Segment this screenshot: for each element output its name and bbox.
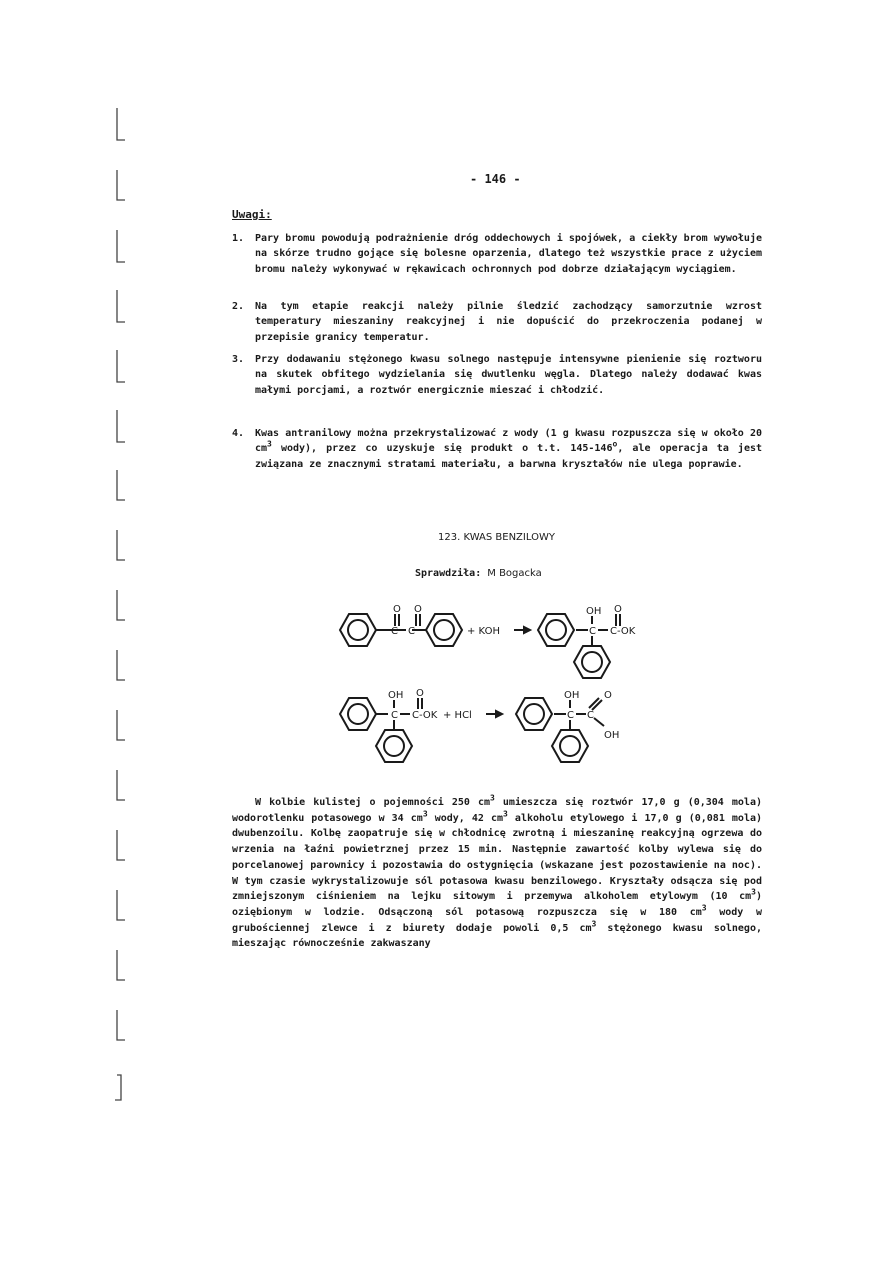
- notes-heading: Uwagi:: [232, 208, 272, 221]
- note-text: Pary bromu powodują podrażnienie dróg oddechowych i spojówek, a ciekły brom wywołuje na skórze trudno gojące się bolesne oparzenia, dlatego też wszystkie prace z użyciem bromu należy wykonywać w rękawicach ochronnych pod dobrze działającym wyciągiem.: [255, 233, 762, 275]
- checked-by: [415, 568, 542, 579]
- benzene-ring: [376, 730, 412, 762]
- note-text: Kwas antranilowy można przekrystalizować z wody (1 g kwasu rozpuszcza się w około 20 $cm^3$ wody), przez co uzyskuje się produkt o t.t. 145-146$^o$, ale operacja ta jest związana ze znacznymi stratami materiału, a barwna kryształów nie ulega poprawie.: [255, 428, 762, 470]
- atom-label: C: [587, 710, 594, 721]
- atom-label: C: [391, 710, 398, 721]
- note-item: [232, 231, 762, 277]
- atom-label: O: [614, 604, 622, 615]
- atom-label: OH: [564, 690, 580, 701]
- atom-label: C: [408, 626, 415, 637]
- note-item: [232, 299, 762, 345]
- atom-label: OH: [388, 690, 404, 701]
- atom-label: O: [393, 604, 401, 615]
- benzene-ring: [340, 614, 376, 646]
- benzene-ring: [538, 614, 574, 646]
- benzene-ring: [426, 614, 462, 646]
- atom-label: O: [414, 604, 422, 615]
- benzene-ring: [340, 698, 376, 730]
- atom-label: OH: [604, 730, 620, 741]
- binding-marks: [105, 0, 145, 1263]
- atom-label: OH: [586, 606, 602, 617]
- atom-label: C: [391, 626, 398, 637]
- benzene-ring: [574, 646, 610, 678]
- checked-label: Sprawdziła:: [415, 568, 482, 579]
- atom-label: O: [416, 688, 424, 699]
- benzene-ring: [552, 730, 588, 762]
- reagent-label: + KOH: [467, 626, 500, 637]
- atom-label: C: [567, 710, 574, 721]
- note-number: 4.: [232, 428, 245, 439]
- atom-label: C-OK: [610, 626, 636, 637]
- note-item: [232, 352, 762, 398]
- atom-label: O: [604, 690, 612, 701]
- note-text: Na tym etapie reakcji należy pilnie śledzić zachodzący samorzutnie wzrost temperatury mieszaniny reakcyjnej i nie dopuścić do przekroczenia podanej w przepisie granicy temperatur.: [255, 301, 762, 343]
- benzene-ring: [516, 698, 552, 730]
- note-number: 2.: [232, 301, 245, 312]
- procedure-paragraph: W kolbie kulistej o pojemności 250 $cm^3$ umieszcza się roztwór 17,0 g (0,304 mola) wodorotlenku potasowego w 34 $cm^3$ wody, 42 $cm^3$ alkoholu etylowego i 17,0 g (0,081 mola) dwubenzoilu. Kolbę zaopatruje się w chłodnicę zwrotną i mieszaninę reakcyjną ogrzewa do wrzenia na łaźni powietrznej przez 15 min. Następnie zawartość kolby wylewa się do porcelanowej parownicy i pozostawia do ostygnięcia (wskazane jest pozostawienie na noc). W tym czasie wykrystalizowuje sól potasowa kwasu benzilowego. Kryształy odsącza się pod zmniejszonym ciśnieniem na lejku sitowym i przemywa alkoholem etylowym (10 $cm^3$) oziębionym w lodzie. Odsączoną sól potasową rozpuszcza się w 180 $cm^3$ wody w grubościennej zlewce i z biurety dodaje powoli 0,5 $cm^3$ stężonego kwasu solnego, mieszając równocześnie zakwaszany: [232, 793, 763, 950]
- atom-label: C-OK: [412, 710, 438, 721]
- section-title: 123. KWAS BENZILOWY: [438, 532, 555, 543]
- note-number: 1.: [232, 233, 245, 244]
- reagent-label: + HCl: [443, 710, 472, 721]
- note-item: [232, 426, 762, 472]
- atom-label: C: [589, 626, 596, 637]
- page-number: - 146 -: [470, 172, 521, 186]
- checked-name: M Bogacka: [487, 568, 542, 579]
- note-number: 3.: [232, 354, 245, 365]
- note-text: Przy dodawaniu stężonego kwasu solnego następuje intensywne pienienie się roztworu na skutek obfitego wydzielania się dwutlenku węgla. Dlatego należy dodawać kwas małymi porcjami, a roztwór energicznie mieszać i chłodzić.: [255, 354, 762, 396]
- reaction-scheme: [330, 596, 670, 766]
